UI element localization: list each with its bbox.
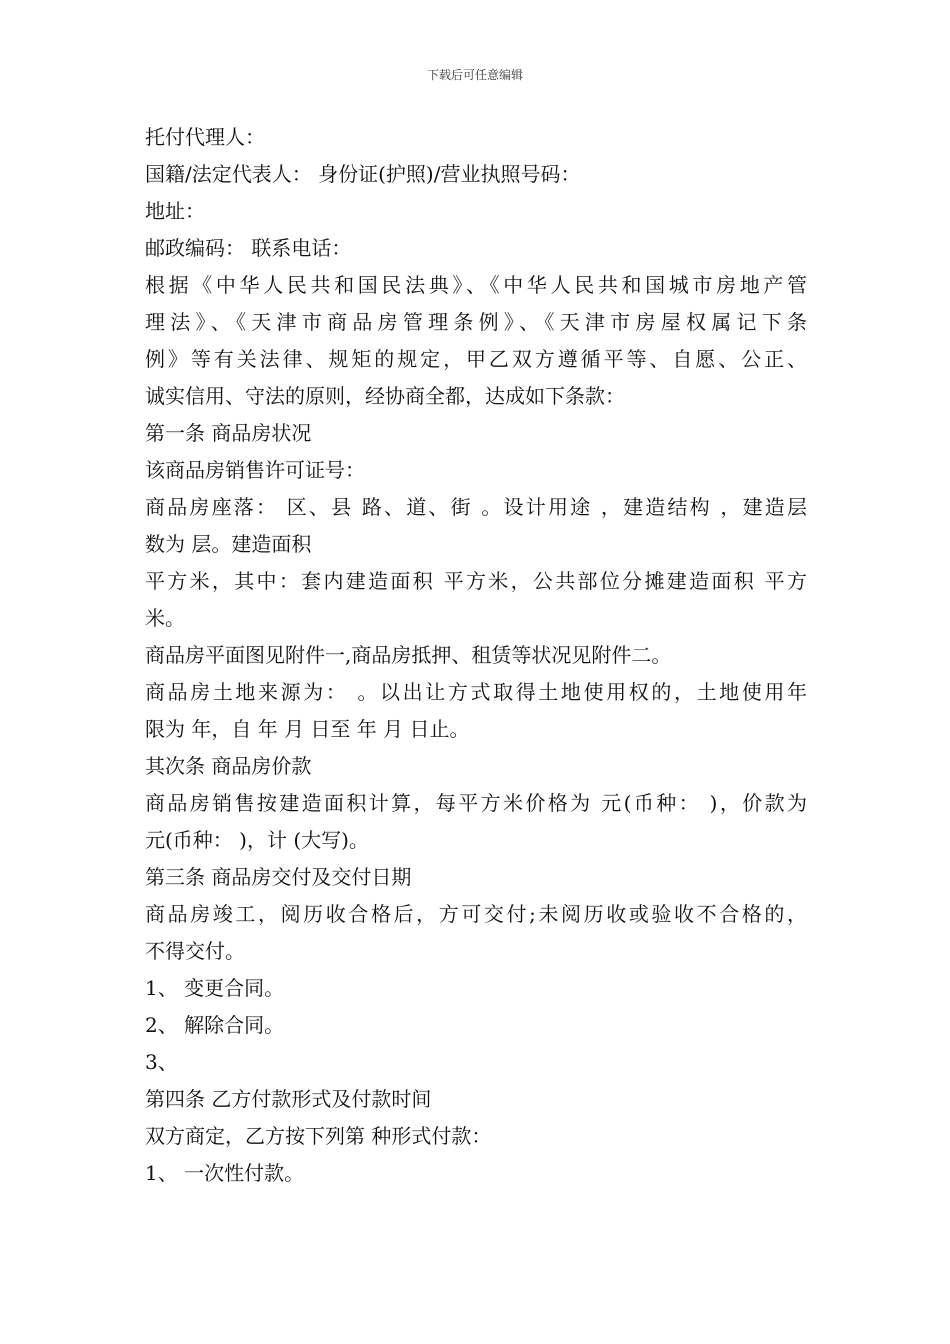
document-line: 商品房竣工，阅历收合格后，方可交付;未阅历收或验收不合格的， [145, 902, 807, 926]
document-line: 理法》、《天津市商品房管理条例》、《天津市房屋权属记下条 [145, 310, 807, 334]
document-line: 诚实信用、守法的原则，经协商全都，达成如下条款： [145, 384, 625, 408]
document-line: 1、 变更合同。 [145, 976, 285, 1000]
document-line: 商品房销售按建造面积计算，每平方米价格为 元(币种： )，价款为 [145, 791, 807, 815]
document-line: 3、 [145, 1050, 178, 1074]
document-line: 邮政编码： 联系电话： [145, 236, 352, 260]
document-line: 其次条 商品房价款 [145, 754, 312, 778]
document-line: 2、 解除合同。 [145, 1013, 285, 1037]
document-line: 双方商定，乙方按下列第 种形式付款： [145, 1124, 492, 1148]
document-line: 平方米，其中：套内建造面积 平方米，公共部位分摊建造面积 平方 [145, 569, 807, 593]
header-note: 下载后可任意编辑 [426, 68, 523, 82]
document-line: 国籍/法定代表人： 身份证(护照)/营业执照号码： [145, 162, 581, 186]
document-line: 地址： [145, 199, 205, 223]
document-line: 米。 [145, 606, 185, 630]
document-line: 商品房座落： 区、县 路、道、街 。设计用途 ，建造结构 ，建造层 [145, 495, 807, 519]
document-line: 商品房土地来源为： 。以出让方式取得土地使用权的，土地使用年 [145, 680, 807, 704]
document-line: 根据《中华人民共和国民法典》、《中华人民共和国城市房地产管 [145, 273, 807, 297]
document-line: 托付代理人： [145, 125, 265, 149]
document-line: 第四条 乙方付款形式及付款时间 [145, 1087, 432, 1111]
document-line: 数为 层。建造面积 [145, 532, 312, 556]
document-line: 该商品房销售许可证号： [145, 458, 365, 482]
document-line: 限为 年，自 年 月 日至 年 月 日止。 [145, 717, 470, 741]
document-line: 商品房平面图见附件一,商品房抵押、租赁等状况见附件二。 [145, 643, 672, 667]
document-body [145, 119, 807, 1192]
document-line: 第一条 商品房状况 [145, 421, 312, 445]
document-line: 不得交付。 [145, 939, 245, 963]
document-line: 例》等有关法律、规矩的规定，甲乙双方遵循平等、自愿、公正、 [145, 347, 807, 371]
document-line: 第三条 商品房交付及交付日期 [145, 865, 412, 889]
document-line: 1、 一次性付款。 [145, 1161, 305, 1185]
document-line: 元(币种： )，计 (大写)。 [145, 828, 369, 852]
